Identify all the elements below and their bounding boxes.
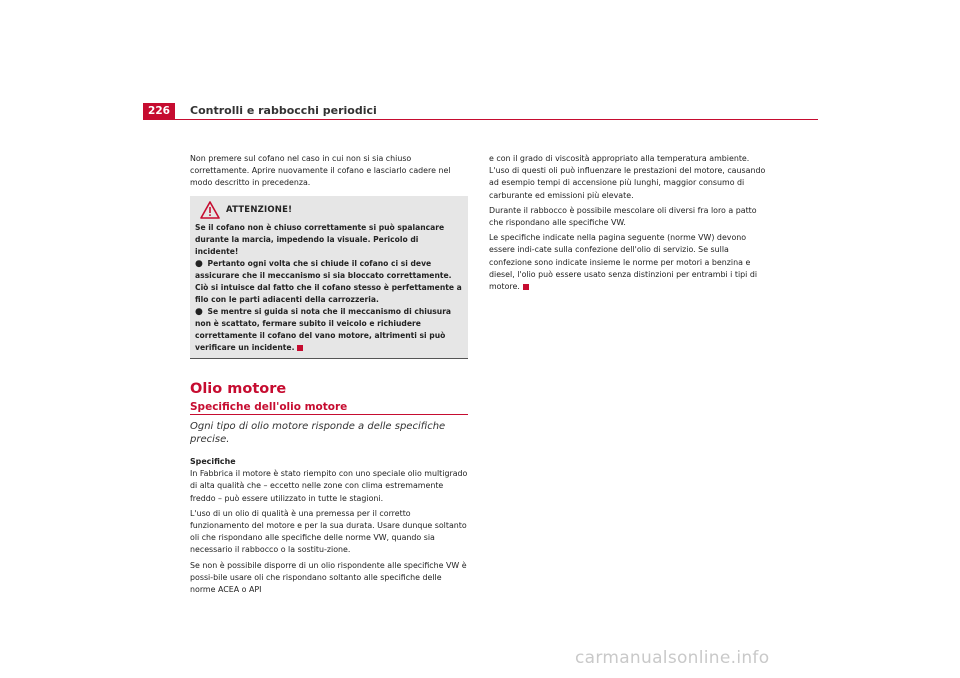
warning-header: [195, 200, 463, 220]
warning-title: ATTENZIONE!: [226, 204, 293, 215]
left-column: [190, 153, 468, 599]
bullet-icon: ●: [195, 306, 203, 317]
page-header: [143, 103, 818, 119]
body-paragraph: In Fabbrica il motore è stato riempito con uno speciale olio multigrado di alta qualità che – eccetto nelle zone con clima estremamente freddo – può essere utilizzato in tutte le stagioni.: [190, 469, 468, 503]
section-title: Olio motore: [190, 380, 287, 397]
subsection-intro: Ogni tipo di olio motore risponde a delle specifiche precise.: [190, 421, 446, 446]
body-paragraph: L'uso di un olio di qualità è una premessa per il corretto funzionamento del motore e per la sua durata. Usare dunque soltanto oli che rispondano alle specifiche delle norme VW, quando sia necessario il rabbocco o la sostitu-zione.: [190, 508, 467, 555]
intro-paragraph: Non premere sul cofano nel caso in cui non si sia chiuso correttamente. Aprire nuovamente il cofano e lasciarlo cadere nel modo descritto in precedenza.: [190, 154, 451, 188]
warning-triangle-icon: [200, 201, 220, 219]
body-paragraph: Durante il rabbocco è possibile mescolare oli diversi fra loro a patto che rispondano alle specifiche VW.: [489, 205, 757, 228]
body-paragraph: e con il grado di viscosità appropriato alla temperatura ambiente. L'uso di questi oli può influenzare le prestazioni del motore, causando ad esempio tempi di accensione più lunghi, maggior consumo di carburante ed emissioni più elevate.: [489, 154, 766, 200]
warning-box: [190, 196, 468, 359]
page-number: 226: [143, 103, 175, 119]
end-square-icon: [523, 284, 529, 290]
end-square-icon: [297, 345, 303, 351]
body-paragraph: Se non è possibile disporre di un olio rispondente alle specifiche VW è possi-bile usare oli che rispondano soltanto alle specifiche delle norme ACEA o API: [190, 560, 467, 595]
watermark: carmanualsonline.info: [575, 648, 770, 668]
minor-heading: Specifiche: [190, 457, 236, 467]
warning-text: Se il cofano non è chiuso correttamente si può spalancare durante la marcia, impedendo la visuale. Pericolo di incidente!: [195, 222, 445, 256]
right-column: [489, 153, 771, 296]
header-rule: [143, 119, 818, 120]
subsection-rule: [190, 414, 468, 415]
chapter-title: Controlli e rabbocchi periodici: [190, 104, 377, 117]
body-paragraph: Le specifiche indicate nella pagina seguente (norme VW) devono essere indi-cate sulla confezione dell'olio di servizio. Se sulla confezione sono indicate insieme le norme per motori a benzina e diesel, l'olio può essere usato senza distinzioni per entrambi i tipi di motore.: [489, 233, 758, 292]
warning-bullet: ● Se mentre si guida si nota che il meccanismo di chiusura non è scattato, fermare subito il veicolo e richiudere correttamente il cofano del vano motore, altrimenti si può verificare un incidente.: [195, 306, 452, 352]
bullet-icon: ●: [195, 258, 203, 269]
warning-bullet: ● Pertanto ogni volta che si chiude il cofano ci si deve assicurare che il meccanismo si sia bloccato correttamente. Ciò si intuisce dal fatto che il cofano stesso è perfettamente a filo con le parti adiacenti della carrozzeria.: [195, 258, 462, 304]
subsection-title: Specifiche dell'olio motore: [190, 400, 348, 413]
